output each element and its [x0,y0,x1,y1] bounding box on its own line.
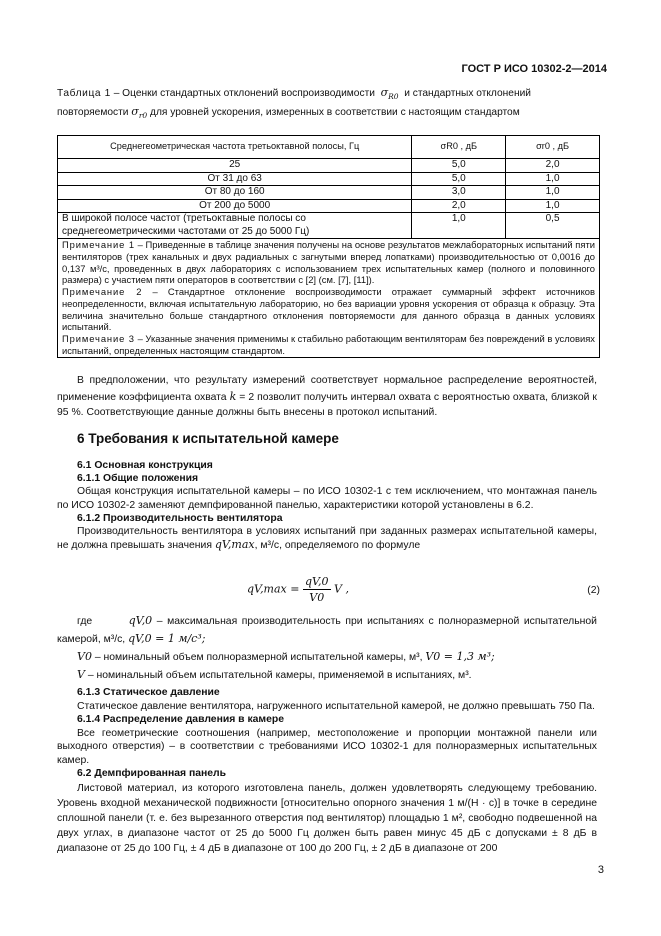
coverage-paragraph: В предположении, что результату измерений соответствует нормальное распределение вероятностей, применение коэффициента охвата k = 2 позволит получить интервал охвата с вероятностью охвата, близкой к 95 %. Соответствующие данные должны быть внесены в протокол испытаний. [57,375,597,418]
text-6-1-1: Общая конструкция испытательной камеры – по ИСО 10302-1 с тем исключением, что монтажная панель по ИСО 10302-2 заменяют демпфированной панелью, характеристики которой установлены в 6.2. [57,486,597,511]
formula-number: (2) [587,585,600,596]
deviation-table [57,135,600,358]
text-6-1-3: Статическое давление вентилятора, нагруженного испытательной камерой, не должно превышать 750 Па. [77,700,595,712]
heading-6-2: 6.2 Демпфированная панель [77,768,227,780]
table-row: От 31 до 63 5,0 1,0 [58,172,600,186]
table-row: От 80 до 160 3,0 1,0 [58,186,600,200]
heading-6-1-1: 6.1.1 Общие положения [77,473,199,485]
section-6-title: 6 Требования к испытательной камере [77,431,339,446]
table-caption: Таблица 1 – Оценки стандартных отклонений воспроизводимости $\sigma_{R0}$ и стандартных отклонений повторяемости $\sigma_{r0}$ для уровней ускорения, измеренных в соответствии с настоящим стандартом [57,86,531,121]
header-frequency: Среднегеометрическая частота третьоктавной полосы, Гц [58,136,412,159]
where-block: где qV,0 – максимальная производительность при испытаниях с полноразмерной испытательной камерой, м³/с, qV,0 = 1 м/с³; V0 – номинальный объем полноразмерной испытательной камеры, м³, V0 = 1,3 м³; V – номинальный объем испытательной камеры, применяемой в испытаниях, м³. [57,614,597,682]
table-row: От 200 до 5000 2,0 1,0 [58,199,600,213]
heading-6-1-2: 6.1.2 Производительность вентилятора [77,512,283,524]
document-id: ГОСТ Р ИСО 10302-2—2014 [461,63,607,75]
text-6-1-4: Все геометрические соотношения (например, местоположение и пропорции монтажной панели или выходного отверстия) – в соответствии с требованиями ИСО 10302-1 для полноразмерных испытательных камер. [57,727,597,766]
header-sigma-r: σR0 , дБ [412,136,506,159]
heading-6-1-4: 6.1.4 Распределение давления в камере [77,714,285,726]
page-number: 3 [597,864,604,876]
table-note-2: Примечание 2 – Стандартное отклонение воспроизводимости отражает суммарный эффект источников неопределенности, включая испытательную лабораторию, но без вариации уровня ускорения от образца к образцу. Эта величина значительно больше стандартного отклонения повторяемости для данного образца в данных условиях испытаний. [62,286,596,333]
table-row: 25 5,0 2,0 [58,159,600,173]
heading-6-1-3: 6.1.3 Статическое давление [77,687,220,698]
section-6-body-2 [57,686,597,856]
sigma-reprod-symbol: $\sigma_{R0}$ [380,86,399,102]
heading-6-1: 6.1 Основная конструкция [77,460,213,471]
formula-2: qV,max = $\frac{qV,0}{V0}$ V , (2) [247,575,600,605]
sigma-repeat-symbol: $\sigma_{r0}$ [131,105,148,121]
table-notes-row [58,239,600,358]
text-6-2: Листовой материал, из которого изготовлена панель, должен удовлетворять следующему требованию. Уровень входной механической подвижности [относительно опорного значения 1 м/(Н · с)] в точке в середине сплошной панели (т. е. без вырезанного отверстия под вентилятор) площадью 1 м², свободно подвешенной на двух углах, в диапазоне частот от 25 до 5000 Гц должен быть равен минус 45 дБ с допусками ± 8 дБ в диапазоне от 25 до 100 Гц, ± 4 дБ в диапазоне от 100 до 200 Гц, ± 2 дБ в диапазоне от 200 [57,782,597,854]
table-row-broadband: В широкой полосе частот (третьоктавные полосы со среднегеометрическими частотами от 25 до 5000 Гц) 1,0 0,5 [58,213,600,239]
table-header-row [58,136,600,159]
text-6-1-2: Производительность вентилятора в условиях испытаний при заданных размерах испытательной камеры, не должна превышать значения qV,max, м³/с, определяемого по формуле [57,526,597,552]
header-sigma-r0: σr0 , дБ [506,136,600,159]
table-note-1: Примечание 1 – Приведенные в таблице значения получены на основе результатов межлабораторных испытаний пяти вентиляторов (трех канальных и двух радиальных с загнутыми вперед лопатками) производительностью от 0,0016 до 0,137 м³/с, проведенных в двух лабораториях с использованием трех испытательных камер (полного и половинного размера) с участием пяти операторов в соответствии с [2] (см. [7], [11]). [62,239,595,286]
table-note-3: Примечание 3 – Указанные значения применимы к стабильно работающим вентиляторам без повреждений в условиях испытаний, определенных настоящим стандартом. [62,333,595,356]
section-6-body [57,459,597,552]
